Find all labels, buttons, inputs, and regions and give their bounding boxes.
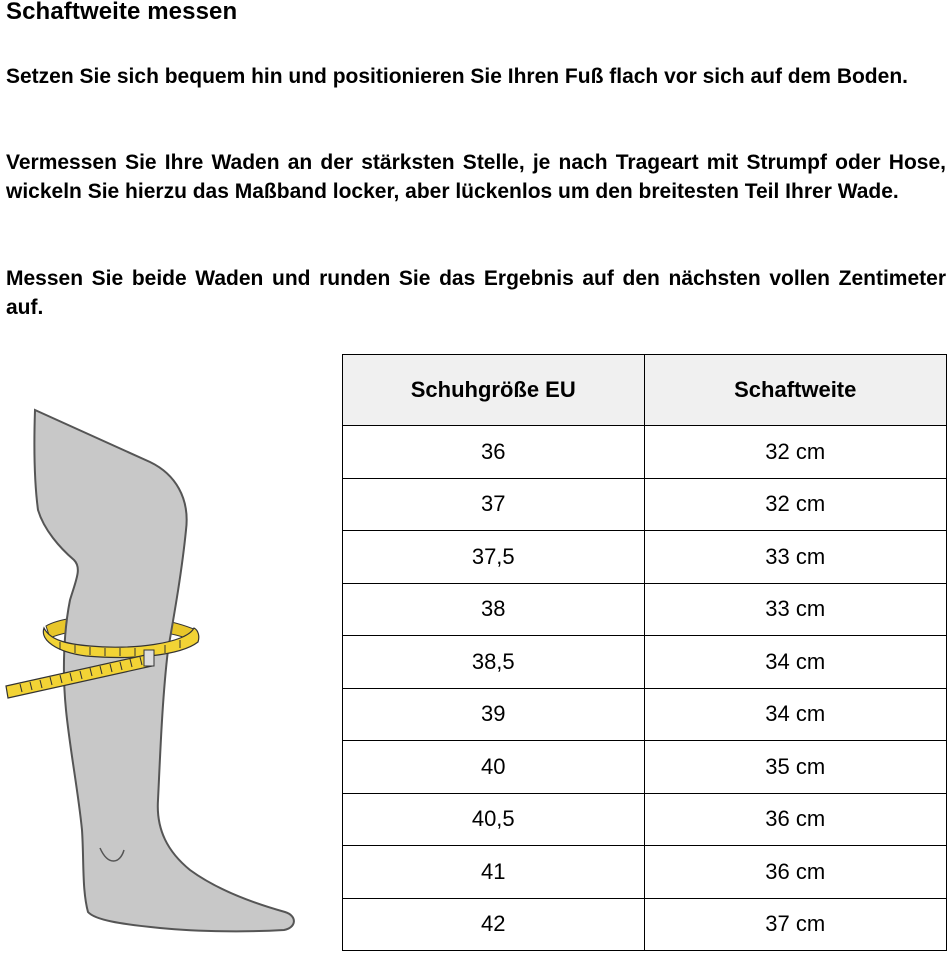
table-row [343, 741, 947, 794]
page-title: Schaftweite messen [6, 0, 238, 25]
shaft-width-cell: 36 cm [644, 793, 947, 846]
shaft-width-cell: 36 cm [644, 846, 947, 899]
shoe-size-cell: 37,5 [343, 531, 645, 584]
shaft-width-cell: 37 cm [644, 898, 947, 951]
measuring-tape-buckle [144, 650, 154, 666]
table-header-row [343, 355, 947, 426]
size-table [342, 354, 947, 951]
table-row [343, 688, 947, 741]
instruction-paragraph-2: Vermessen Sie Ihre Waden an der stärksten Stelle, je nach Trageart mit Strumpf oder Hose, wickeln Sie hierzu das Maßband locker, aber lückenlos um den breitesten Teil Ihrer Wade. [6, 151, 946, 203]
header-shoe-size: Schuhgröße EU [343, 355, 645, 426]
shaft-width-cell: 32 cm [644, 426, 947, 479]
shoe-size-cell: 40 [343, 741, 645, 794]
table-row [343, 793, 947, 846]
shaft-width-cell: 34 cm [644, 636, 947, 689]
shaft-width-cell: 34 cm [644, 688, 947, 741]
table-row [343, 426, 947, 479]
header-shaft-width: Schaftweite [644, 355, 947, 426]
shoe-size-cell: 40,5 [343, 793, 645, 846]
shoe-size-cell: 41 [343, 846, 645, 899]
shoe-size-cell: 38 [343, 583, 645, 636]
table-row [343, 636, 947, 689]
shoe-size-cell: 37 [343, 478, 645, 531]
shoe-size-cell: 38,5 [343, 636, 645, 689]
shaft-width-cell: 33 cm [644, 583, 947, 636]
leg-with-measuring-tape-icon [0, 400, 300, 940]
shoe-size-cell: 42 [343, 898, 645, 951]
table-row [343, 478, 947, 531]
shaft-width-cell: 35 cm [644, 741, 947, 794]
table-row [343, 583, 947, 636]
shaft-width-cell: 33 cm [644, 531, 947, 584]
instruction-paragraph-1: Setzen Sie sich bequem hin und positionieren Sie Ihren Fuß flach vor sich auf dem Boden. [6, 65, 908, 88]
shoe-size-cell: 36 [343, 426, 645, 479]
shaft-width-cell: 32 cm [644, 478, 947, 531]
shoe-size-cell: 39 [343, 688, 645, 741]
instruction-paragraph-3: Messen Sie beide Waden und runden Sie das Ergebnis auf den nächsten vollen Zentimeter auf. [6, 267, 946, 319]
table-row [343, 531, 947, 584]
table-row [343, 846, 947, 899]
table-row [343, 898, 947, 951]
